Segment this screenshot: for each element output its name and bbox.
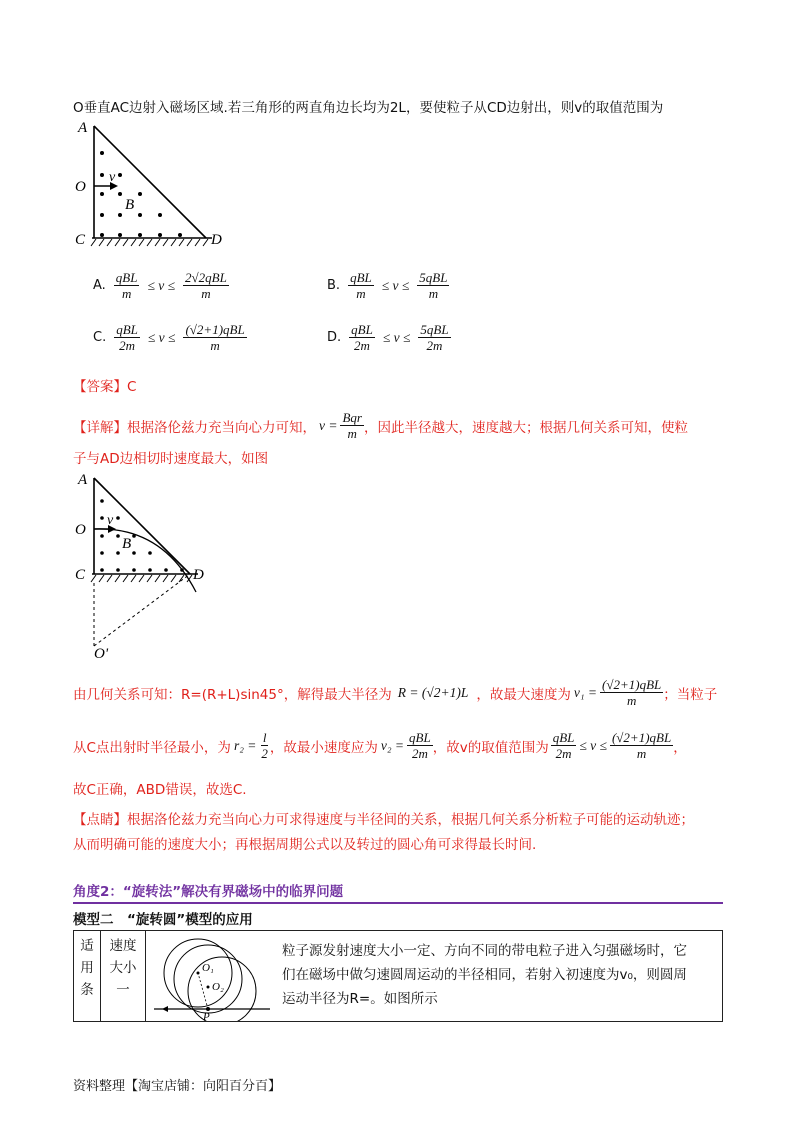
option-c-letter: C. bbox=[93, 330, 107, 345]
detail-text-3a: 由几何关系可知：R=(R+L)sin45°，解得最大半径为 bbox=[73, 686, 392, 703]
formula-range-right: $\frac{\text{(√2+1)qBL}}{m}$ bbox=[611, 730, 672, 761]
option-a[interactable] bbox=[93, 270, 229, 301]
detail-text-4b: ，故最小速度应为 bbox=[269, 739, 378, 756]
formula-v-frac: $\frac{\text{Bqr}}{m}$ bbox=[342, 410, 362, 441]
label-B: B bbox=[122, 536, 132, 552]
detail-line-4 bbox=[73, 730, 687, 761]
col1-char-3: 条 bbox=[80, 982, 94, 998]
option-a-left: $\frac{\text{qBL}}{m}$ bbox=[115, 270, 138, 301]
label-v: v bbox=[109, 170, 116, 185]
label-O: O bbox=[75, 522, 86, 538]
detail-text-4c: ，故v的取值范围为 bbox=[432, 739, 549, 756]
model-title: 模型二 “旋转圆”模型的应用 bbox=[73, 912, 253, 928]
formula-R: R = (√2+1)L bbox=[397, 684, 469, 700]
option-c-right: $\frac{\text{(√2+1)qBL}}{m}$ bbox=[185, 322, 245, 353]
formula-v1-frac: $\frac{\text{(√2+1)qBL}}{m}$ bbox=[602, 677, 662, 708]
answer-line bbox=[73, 375, 136, 395]
option-d-leq: ≤ v ≤ bbox=[382, 329, 411, 345]
table-col-applicable bbox=[74, 931, 101, 1022]
option-d[interactable] bbox=[327, 322, 451, 353]
option-b-letter: B. bbox=[327, 278, 341, 293]
label-O: O bbox=[75, 179, 86, 195]
formula-v-lhs: v = bbox=[319, 417, 338, 433]
detail-text-1b: ，因此半径越大，速度越大；根据几何关系可知，使粒 bbox=[363, 419, 688, 436]
model-table bbox=[73, 930, 723, 1022]
formula-r2-frac: $\frac{l}{2}$ bbox=[261, 730, 268, 761]
detail-line-3 bbox=[73, 677, 717, 708]
option-c[interactable] bbox=[93, 322, 247, 353]
detail-line-2: 子与AD边相切时速度最大，如图 bbox=[73, 451, 269, 467]
table-col-content bbox=[146, 931, 723, 1022]
label-A: A bbox=[78, 472, 88, 488]
option-c-left: $\frac{\text{qBL}}{2m}$ bbox=[116, 322, 138, 353]
triangle-figure-2 bbox=[72, 468, 232, 658]
formula-v2-lhs: v₂ = bbox=[380, 737, 405, 753]
question-stem: O垂直AC边射入磁场区域.若三角形的两直角边长均为2L，要使粒子从CD边射出，则v的取值范围为 bbox=[73, 100, 664, 116]
col2-line-2: 大小 bbox=[109, 960, 137, 976]
formula-range-left: $\frac{\text{qBL}}{2m}$ bbox=[552, 730, 575, 761]
option-a-leq: ≤ v ≤ bbox=[147, 277, 176, 293]
label-P: P bbox=[203, 1011, 210, 1021]
detail-text-4d: ， bbox=[673, 739, 687, 756]
option-b-left: $\frac{\text{qBL}}{m}$ bbox=[350, 270, 372, 301]
label-B: B bbox=[125, 197, 135, 213]
formula-v1-lhs: v₁ = bbox=[573, 684, 598, 700]
option-b-leq: ≤ v ≤ bbox=[381, 277, 410, 293]
option-a-right: $\frac{\text{2√2qBL}}{m}$ bbox=[185, 270, 227, 301]
desc-line-1: 粒子源发射速度大小一定、方向不同的带电粒子进入匀强磁场时，它 bbox=[282, 943, 687, 959]
detail-line-5: 故C正确，ABD错误，故选C. bbox=[73, 782, 247, 798]
detail-line-1 bbox=[73, 410, 688, 441]
label-D: D bbox=[211, 232, 222, 248]
detail-text-4a: 从C点出射时半径最小，为 bbox=[73, 739, 231, 756]
option-d-right: $\frac{\text{5qBL}}{2m}$ bbox=[420, 322, 449, 353]
col1-char-2: 用 bbox=[80, 960, 94, 976]
tip-label: 【点睛】 bbox=[73, 812, 127, 828]
label-v: v bbox=[107, 513, 114, 528]
label-D: D bbox=[193, 567, 204, 583]
table-description bbox=[282, 939, 687, 1011]
footer: 资料整理【淘宝店铺：向阳百分百】 bbox=[73, 1079, 282, 1094]
formula-v2-frac: $\frac{\text{qBL}}{2m}$ bbox=[409, 730, 431, 761]
col2-line-1: 速度 bbox=[109, 938, 137, 954]
option-d-left: $\frac{\text{qBL}}{2m}$ bbox=[351, 322, 373, 353]
angle-title: 角度2：“旋转法”解决有界磁场中的临界问题 bbox=[73, 880, 723, 904]
desc-line-3: 运动半径为R=。如图所示 bbox=[282, 991, 438, 1007]
triangle-figure-1 bbox=[72, 118, 232, 252]
answer-value: C bbox=[127, 379, 137, 395]
detail-text-3b: ，故最大速度为 bbox=[476, 686, 571, 703]
col1-char-1: 适 bbox=[80, 938, 94, 954]
detail-text-3c: ；当粒子 bbox=[663, 686, 718, 703]
label-C: C bbox=[75, 567, 86, 583]
formula-range-leq: ≤ v ≤ bbox=[579, 737, 607, 753]
tip-line-1 bbox=[73, 808, 694, 828]
tip-text-1: 根据洛伦兹力充当向心力可求得速度与半径间的关系，根据几何关系分析粒子可能的运动轨迹； bbox=[127, 812, 694, 828]
label-A: A bbox=[78, 120, 88, 136]
desc-line-2: 们在磁场中做匀速圆周运动的半径相同，若射入初速度为v₀，则圆周 bbox=[282, 967, 687, 983]
label-O-prime: O' bbox=[94, 646, 109, 658]
option-d-letter: D. bbox=[327, 330, 342, 345]
col2-line-3: 一 bbox=[116, 982, 130, 998]
detail-text-1a: 根据洛伦兹力充当向心力可知， bbox=[127, 419, 316, 436]
label-O1: O₁ bbox=[202, 962, 214, 974]
label-C: C bbox=[75, 232, 86, 248]
option-b[interactable] bbox=[327, 270, 449, 301]
option-b-right: $\frac{\text{5qBL}}{m}$ bbox=[419, 270, 448, 301]
answer-label: 【答案】 bbox=[73, 379, 127, 395]
tip-line-2: 从而明确可能的速度大小；再根据周期公式以及转过的圆心角可求得最长时间. bbox=[73, 837, 537, 853]
label-O2: O₂ bbox=[212, 981, 224, 993]
formula-r2-lhs: r₂ = bbox=[233, 737, 257, 753]
option-c-leq: ≤ v ≤ bbox=[147, 329, 176, 345]
detail-label: 【详解】 bbox=[73, 419, 127, 436]
option-a-letter: A. bbox=[93, 278, 106, 293]
table-col-condition bbox=[101, 931, 146, 1022]
rotating-circles-figure bbox=[152, 933, 274, 1021]
